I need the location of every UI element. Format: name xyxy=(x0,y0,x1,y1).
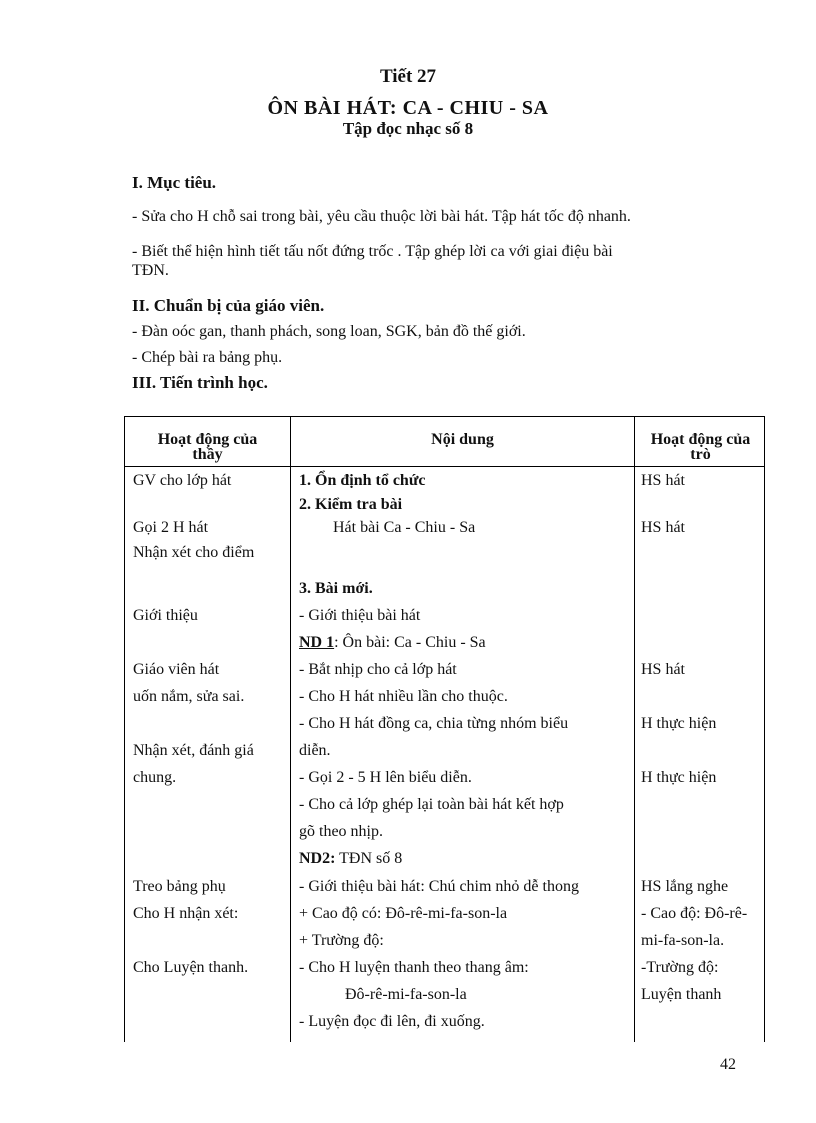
content-row xyxy=(299,850,402,868)
teacher-row: Treo bảng phụ xyxy=(133,878,226,895)
teacher-row: Nhận xét, đánh giá xyxy=(133,742,254,759)
content-row: - Cho cả lớp ghép lại toàn bài hát kết hợp xyxy=(299,796,564,813)
section-process-heading: III. Tiến trình học. xyxy=(132,373,268,392)
header-content xyxy=(291,432,634,447)
objective-line-2-cont: TĐN. xyxy=(132,262,169,279)
table-divider-1 xyxy=(290,417,291,1042)
header-teacher-line1: Hoạt động của xyxy=(157,431,258,448)
header-student-line2: trò xyxy=(690,446,711,463)
content-row: - Luyện đọc đi lên, đi xuống. xyxy=(299,1013,485,1030)
teacher-row: Giới thiệu xyxy=(133,607,198,624)
teacher-row: uốn nắm, sửa sai. xyxy=(133,688,245,705)
lesson-number: Tiết 27 xyxy=(379,66,437,87)
table-divider-2 xyxy=(634,417,635,1042)
student-row: HS hát xyxy=(641,472,685,489)
content-row: 3. Bài mới. xyxy=(299,580,373,597)
teacher-row: GV cho lớp hát xyxy=(133,472,232,489)
content-row: 1. Ổn định tổ chức xyxy=(299,472,426,489)
content-row: Đô-rê-mi-fa-son-la xyxy=(345,986,467,1003)
student-row: HS lắng nghe xyxy=(641,878,729,895)
content-row: - Giới thiệu bài hát: Chú chim nhỏ dễ thong xyxy=(299,878,579,895)
student-row: HS hát xyxy=(641,661,685,678)
student-row: Luyện thanh xyxy=(641,986,722,1003)
objective-line-1: - Sửa cho H chỗ sai trong bài, yêu cầu thuộc lời bài hát. Tập hát tốc độ nhanh. xyxy=(132,208,631,225)
student-row: mi-fa-son-la. xyxy=(641,932,725,949)
preparation-line-1: - Đàn oóc gan, thanh phách, song loan, SGK, bản đồ thế giới. xyxy=(132,323,526,340)
content-row: 2. Kiểm tra bài xyxy=(299,496,403,513)
teacher-row: chung. xyxy=(133,769,177,786)
student-row: H thực hiện xyxy=(641,769,717,786)
content-row: - Bắt nhịp cho cả lớp hát xyxy=(299,661,457,678)
nd1-label: ND 1 xyxy=(299,634,335,651)
content-row: + Cao độ có: Đô-rê-mi-fa-son-la xyxy=(299,905,508,922)
content-row: - Cho H luyện thanh theo thang âm: xyxy=(299,959,529,976)
preparation-line-2: - Chép bài ra bảng phụ. xyxy=(132,349,283,366)
nd2-label: ND2: xyxy=(299,850,336,867)
content-row: - Cho H hát nhiều lần cho thuộc. xyxy=(299,688,508,705)
teacher-row: Gọi 2 H hát xyxy=(133,519,209,536)
student-row: HS hát xyxy=(641,519,685,536)
nd2-text: TĐN số 8 xyxy=(335,850,403,867)
objective-line-2: - Biết thể hiện hình tiết tấu nốt đứng trốc . Tập ghép lời ca với giai điệu bài xyxy=(132,243,613,260)
section-objectives-heading: I. Mục tiêu. xyxy=(132,173,217,192)
header-teacher-line2: thầy xyxy=(192,446,223,463)
header-student-line1: Hoạt động của xyxy=(650,431,751,448)
content-row xyxy=(299,634,486,652)
content-row: Hát bài Ca - Chiu - Sa xyxy=(333,519,476,536)
teacher-row: Nhận xét cho điểm xyxy=(133,544,255,561)
header-content-line: Nội dung xyxy=(431,431,494,448)
content-row: - Gọi 2 - 5 H lên biểu diễn. xyxy=(299,769,472,786)
content-row: + Trường độ: xyxy=(299,932,384,949)
student-row: - Cao độ: Đô-rê- xyxy=(641,905,748,922)
lesson-process-table xyxy=(124,416,765,1042)
student-row: H thực hiện xyxy=(641,715,717,732)
student-row: -Trường độ: xyxy=(641,959,719,976)
section-preparation-heading: II. Chuẩn bị của giáo viên. xyxy=(132,296,325,315)
content-row: - Giới thiệu bài hát xyxy=(299,607,421,624)
page-number: 42 xyxy=(720,1056,736,1073)
teacher-row: Cho H nhận xét: xyxy=(133,905,239,922)
nd1-text: : Ôn bài: Ca - Chiu - Sa xyxy=(334,634,486,651)
teacher-row: Cho Luyện thanh. xyxy=(133,959,249,976)
header-student xyxy=(635,432,766,462)
lesson-subtitle: Tập đọc nhạc số 8 xyxy=(342,119,474,138)
table-header-divider xyxy=(125,466,764,467)
header-teacher xyxy=(125,432,290,462)
content-row: diễn. xyxy=(299,742,331,759)
lesson-title: ÔN BÀI HÁT: CA - CHIU - SA xyxy=(267,97,549,119)
teacher-row: Giáo viên hát xyxy=(133,661,220,678)
content-row: gõ theo nhịp. xyxy=(299,823,383,840)
content-row: - Cho H hát đồng ca, chia từng nhóm biểu xyxy=(299,715,569,732)
